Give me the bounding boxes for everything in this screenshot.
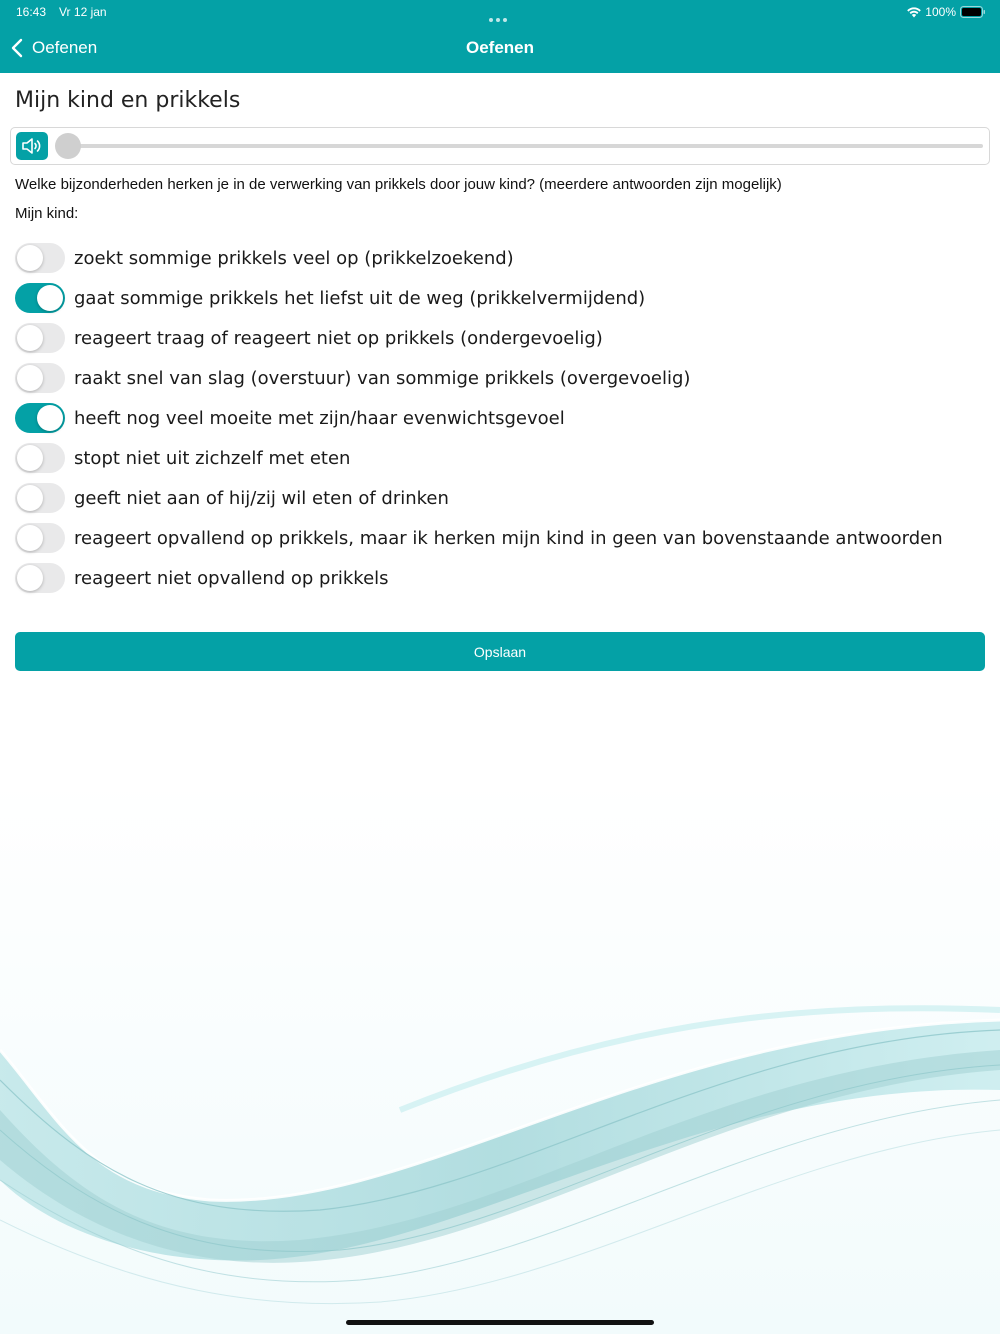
option-row[interactable]	[15, 398, 985, 438]
toggle-knob	[17, 445, 43, 471]
status-time: 16:43	[16, 5, 47, 19]
wifi-icon	[906, 6, 922, 18]
battery-percentage: 100%	[925, 5, 956, 19]
question-text: Welke bijzonderheden herken je in de verwerking van prikkels door jouw kind? (meerdere antwoorden zijn mogelijk)	[15, 176, 782, 193]
toggle-knob	[17, 565, 43, 591]
option-row[interactable]	[15, 238, 985, 278]
option-row[interactable]	[15, 518, 985, 558]
option-label: reageert opvallend op prikkels, maar ik herken mijn kind in geen van bovenstaande antwoorden	[74, 527, 943, 549]
option-label: raakt snel van slag (overstuur) van sommige prikkels (overgevoelig)	[74, 367, 691, 389]
option-toggle[interactable]	[15, 483, 65, 513]
option-toggle[interactable]	[15, 243, 65, 273]
option-row[interactable]	[15, 558, 985, 598]
toggle-knob	[37, 405, 63, 431]
option-label: reageert niet opvallend op prikkels	[74, 567, 389, 589]
option-label: zoekt sommige prikkels veel op (prikkelzoekend)	[74, 247, 514, 269]
nav-title: Oefenen	[465, 38, 535, 57]
option-row[interactable]	[15, 278, 985, 318]
app-header	[0, 0, 1000, 73]
page-title: Mijn kind en prikkels	[15, 88, 241, 113]
option-row[interactable]	[15, 478, 985, 518]
audio-progress-track[interactable]	[69, 144, 983, 148]
option-row[interactable]	[15, 438, 985, 478]
option-toggle[interactable]	[15, 323, 65, 353]
back-label: Oefenen	[32, 38, 98, 57]
option-toggle[interactable]	[15, 283, 65, 313]
toggle-knob	[17, 525, 43, 551]
audio-progress-thumb[interactable]	[55, 133, 81, 159]
option-label: reageert traag of reageert niet op prikkels (ondergevoelig)	[74, 327, 603, 349]
option-toggle[interactable]	[15, 403, 65, 433]
audio-play-button[interactable]	[16, 132, 48, 160]
option-toggle[interactable]	[15, 563, 65, 593]
save-button[interactable]: Opslaan	[15, 632, 985, 671]
status-indicators	[906, 4, 986, 20]
option-label: stopt niet uit zichzelf met eten	[74, 447, 351, 469]
status-date: Vr 12 jan	[59, 5, 107, 19]
option-row[interactable]	[15, 318, 985, 358]
toggle-knob	[17, 365, 43, 391]
multitasking-dots-icon[interactable]	[489, 9, 511, 15]
option-toggle[interactable]	[15, 363, 65, 393]
option-toggle[interactable]	[15, 523, 65, 553]
question-subtitle: Mijn kind:	[15, 205, 79, 222]
audio-player	[10, 127, 990, 165]
toggle-knob	[37, 285, 63, 311]
speaker-icon	[21, 137, 43, 155]
option-row[interactable]	[15, 358, 985, 398]
option-label: geeft niet aan of hij/zij wil eten of drinken	[74, 487, 449, 509]
toggle-knob	[17, 245, 43, 271]
option-toggle[interactable]	[15, 443, 65, 473]
toggle-knob	[17, 325, 43, 351]
option-label: gaat sommige prikkels het liefst uit de weg (prikkelvermijdend)	[74, 287, 646, 309]
option-label: heeft nog veel moeite met zijn/haar evenwichtsgevoel	[74, 407, 565, 429]
toggle-knob	[17, 485, 43, 511]
decorative-wave-background	[0, 780, 1000, 1334]
battery-icon	[960, 6, 986, 18]
home-indicator[interactable]	[346, 1320, 654, 1325]
options-list	[15, 238, 985, 598]
